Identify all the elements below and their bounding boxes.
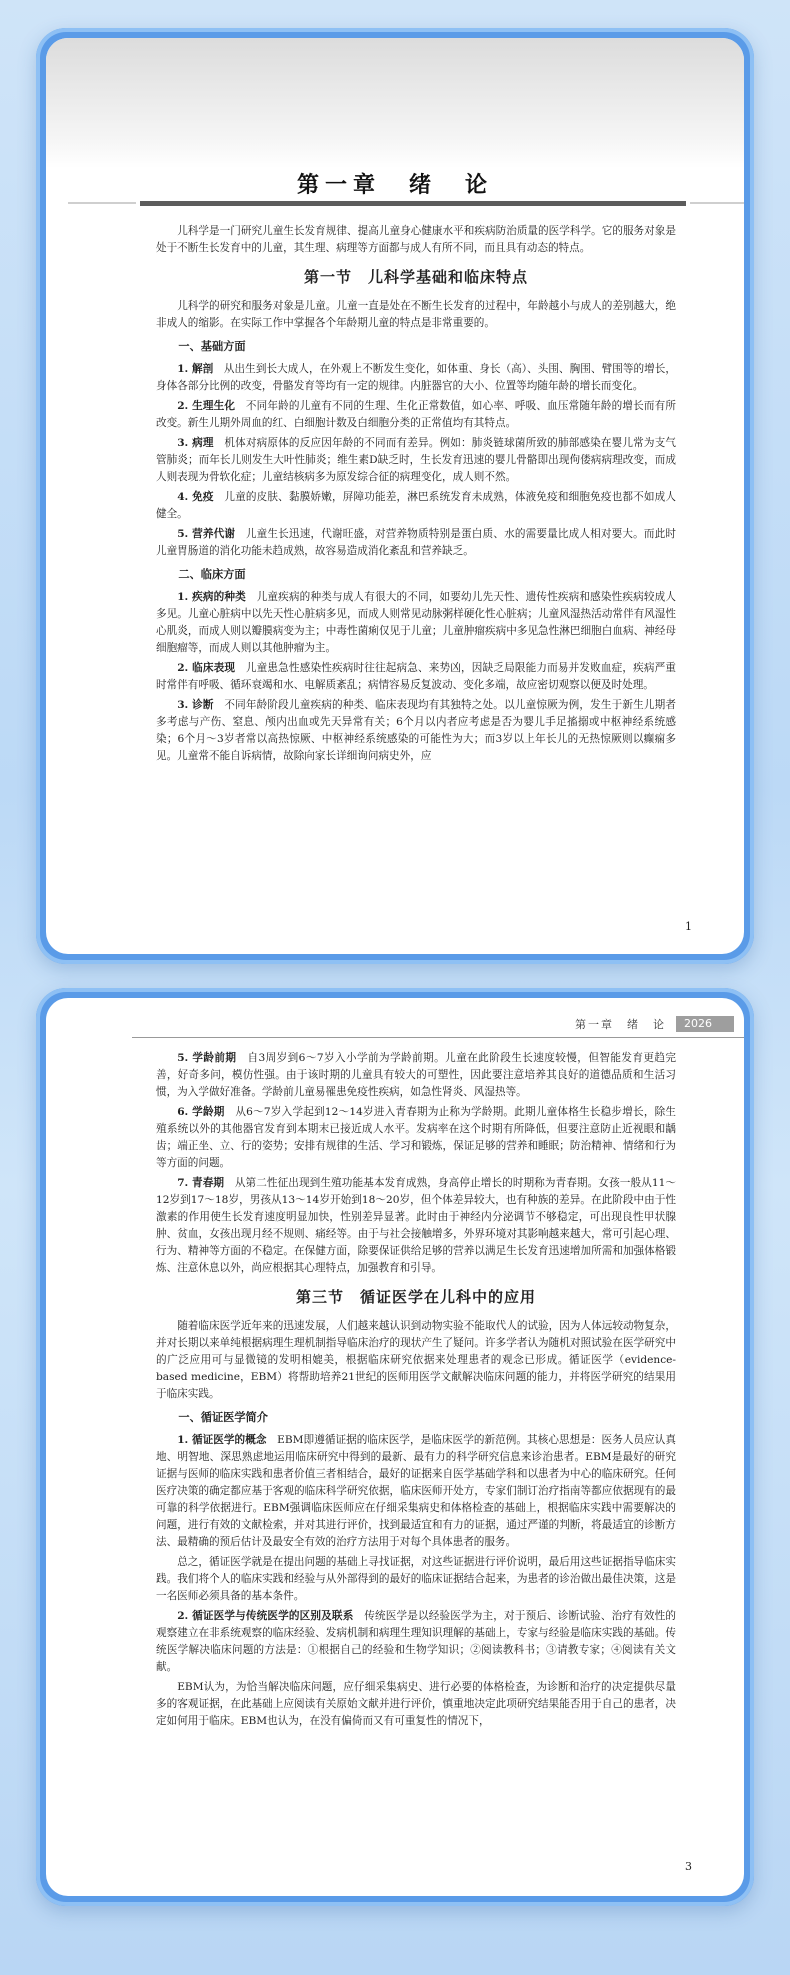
term-label: 1. 循证医学的概念 [177,1434,267,1446]
paragraph-ebm-approach [156,1679,676,1730]
term-text: 机体对病原体的反应因年龄的不同而有差异。例如：肺炎链球菌所致的肺部感染在婴儿常为支气管肺炎；而年长儿则发生大叶性肺炎；维生素D缺乏时，生长发育迅速的婴儿骨骼即出现佝偻病病理改变，而成人则表现为骨软化症；儿童结核病多为原发综合征的病理变化，成人则不然。 [156,437,677,483]
term-label: 7. 青春期 [177,1177,225,1189]
term-label: 2. 循证医学与传统医学的区别及联系 [177,1610,354,1622]
term-text: 从出生到长大成人，在外观上不断发生变化，如体重、身长（高）、头围、胸围、臂围等的增长，身体各部分比例的改变，骨骼发育等均有一定的规律。内脏器官的大小、位置等均随年龄的增长而变化。 [156,363,677,392]
running-head-title: 第一章 绪 论 [575,1018,666,1031]
term-label: 3. 病理 [177,437,214,449]
paragraph-clinical-signs [156,660,676,694]
term-text: 儿童生长迅速，代谢旺盛，对营养物质特别是蛋白质、水的需要量比成人相对要大。而此时儿童胃肠道的消化功能未趋成熟，故容易造成消化紊乱和营养缺乏。 [156,528,677,557]
term-text: 自3周岁到6～7岁入小学前为学龄前期。儿童在此阶段生长速度较慢，但智能发育更趋完善，好奇多问，模仿性强。由于该时期的儿童具有较大的可塑性，因此要注意培养其良好的道德品质和生活习惯，为入学做好准备。学龄前儿童易罹患免疫性疾病，如急性肾炎、风湿热等。 [156,1052,677,1098]
chapter-intro: 儿科学是一门研究儿童生长发育规律、提高儿童身心健康水平和疾病防治质量的医学科学。它的服务对象是处于不断生长发育中的儿童，其生理、病理等方面都与成人有所不同，而且具有动态的特点。 [156,225,676,254]
running-head-rule [132,1037,744,1038]
term-text: 不同年龄的儿童有不同的生理、生化正常数值，如心率、呼吸、血压常随年龄的增长而有所改变。新生儿期外周血的红、白细胞计数及白细胞分类的正常值均有其特点。 [156,400,677,429]
subsection-ebm-title: 一、循证医学简介 [178,1410,268,1424]
header-rule-right [690,202,744,204]
header-rule-left [68,202,136,204]
term-text: 总之，循证医学就是在提出问题的基础上寻找证据，对这些证据进行评价说明，最后用这些证据指导临床实践。我们将个人的临床实践和经验与从外部得到的最好的临床证据结合起来，为患者的诊治做出最佳决策，这是一名医师必须具备的基本条件。 [156,1556,676,1602]
term-label: 1. 解剖 [177,363,214,375]
section-1-title: 第一节 儿科学基础和临床特点 [303,268,528,286]
page-number: 3 [685,1860,692,1873]
paragraph-adolescence [156,1175,676,1277]
term-label: 4. 免疫 [177,491,214,503]
page-card-2 [36,988,754,1906]
term-label: 1. 疾病的种类 [177,591,246,603]
paragraph-ebm-concept [156,1432,676,1551]
paragraph-school-age [156,1104,676,1172]
page-1-body [156,223,676,765]
term-text: 儿童患急性感染性疾病时往往起病急、来势凶，因缺乏局限能力而易并发败血症，疾病严重时常伴有呼吸、循环衰竭和水、电解质紊乱；病情容易反复波动、变化多端，故应密切观察以便及时处理。 [156,662,677,691]
paragraph-physiology [156,398,676,432]
page-card-1 [36,28,754,964]
term-text: 不同年龄阶段儿童疾病的种类、临床表现均有其独特之处。以儿童惊厥为例，发生于新生儿期者多考虑与产伤、窒息、颅内出血或先天异常有关；6个月以内者应考虑是否为婴儿手足搐搦或中枢神经系统感染；6个月～3岁者常以高热惊厥、中枢神经系统感染的可能性为大；而3岁以上年长儿的无热惊厥则以癫痫多见。儿童常不能自诉病情，故除向家长详细询问病史外，应 [156,699,677,762]
paragraph-immunity [156,489,676,523]
page-sheet-2 [46,998,744,1896]
subsection-basic-title: 一、基础方面 [178,339,246,353]
paragraph-diagnosis [156,697,676,765]
term-label: 3. 诊断 [177,699,214,711]
running-head-badge: 2026 [676,1016,734,1032]
term-text: 从第二性征出现到生殖功能基本发育成熟，身高停止增长的时期称为青春期。女孩一般从11～12岁到17～18岁，男孩从13～14岁开始到18～20岁，但个体差异较大，也有种族的差异。在此阶段中由于性激素的作用使生长发育速度明显加快，性别差异显著。此时由于神经内分泌调节不够稳定，可出现良性甲状腺肿、贫血，女孩出现月经不规则、痛经等。由于与社会接触增多，外界环境对其影响越来越大，常可引起心理、行为、精神等方面的不稳定。在保健方面，除要保证供给足够的营养以满足生长发育迅速增加所需和加强体格锻炼、注意休息以外，尚应根据其心理特点，加强教育和引导。 [156,1177,677,1274]
chapter-header-band [46,38,744,168]
term-text: 从6～7岁入学起到12～14岁进入青春期为止称为学龄期。此期儿童体格生长稳步增长，除生殖系统以外的其他器官发育到本期末已接近成人水平。发病率在这个时期有所降低，但要注意防止近视眼和龋齿；端正坐、立、行的姿势；安排有规律的生活、学习和锻炼，保证足够的营养和睡眠；防治精神、情绪和行为等方面的问题。 [156,1106,677,1169]
paragraph-nutrition [156,526,676,560]
paragraph-ebm-summary [156,1554,676,1605]
paragraph-disease-types [156,589,676,657]
section-3-title: 第三节 循证医学在儿科中的应用 [295,1288,536,1306]
term-label: 6. 学龄期 [177,1106,225,1118]
term-label: 5. 营养代谢 [177,528,236,540]
page-number: 1 [685,920,692,933]
term-text: 传统医学是以经验医学为主，对于预后、诊断试验、治疗有效性的观察建立在非系统观察的临床经验、发病机制和病理生理知识理解的基础上，专家与经验是临床实践的基础。传统医学解决临床问题的方法是：①根据自己的经验和生物学知识；②阅读教科书；③请教专家；④阅读有关文献。 [156,1610,677,1673]
subsection-clinical-title: 二、临床方面 [178,567,246,581]
section-1-intro: 儿科学的研究和服务对象是儿童。儿童一直是处在不断生长发育的过程中，年龄越小与成人的差别越大，绝非成人的缩影。在实际工作中掌握各个年龄期儿童的特点是非常重要的。 [156,300,676,329]
term-label: 2. 生理生化 [177,400,236,412]
header-rule [140,201,686,206]
section-3-intro: 随着临床医学近年来的迅速发展，人们越来越认识到动物实验不能取代人的试验，因为人体远较动物复杂，并对长期以来单纯根据病理生理机制指导临床治疗的现状产生了疑问。许多学者认为随机对照试验在医学研究中的广泛应用可与显微镜的发明相媲美，根据临床研究依据来处理患者的观念已形成。循证医学（evidence-based medicine，EBM）将帮助培养21世纪的医师用医学文献解决临床问题的能力，并将医学研究的结果用于临床实践。 [156,1320,676,1400]
running-head [575,1016,734,1032]
paragraph-pathology [156,435,676,486]
term-text: EBM即遵循证据的临床医学，是临床医学的新范例。其核心思想是：医务人员应认真地、明智地、深思熟虑地运用临床研究中得到的最新、最有力的科学研究信息来诊治患者。EBM是最好的研究证据与医师的临床实践和患者价值三者相结合，最好的证据来自医学基础学科和以患者为中心的临床研究。任何医疗决策的确定都应基于客观的临床科学研究依据，临床医师开处方，专家们制订治疗指南等都应依据现有的最可靠的科学依据进行。EBM强调临床医师应在仔细采集病史和体格检查的基础上，根据临床实践中需要解决的问题，进行有效的文献检索，并对其进行评价，找到最适宜和有力的证据，通过严谨的判断，将最适宜的诊断方法、最精确的预后估计及最安全有效的治疗方法用于对每个具体患者的服务。 [156,1434,676,1548]
paragraph-preschool [156,1050,676,1101]
paragraph-ebm-vs-traditional [156,1608,676,1676]
paragraph-anatomy [156,361,676,395]
term-text: 儿童疾病的种类与成人有很大的不同，如要幼儿先天性、遗传性疾病和感染性疾病较成人多见。儿童心脏病中以先天性心脏病多见，而成人则常见动脉粥样硬化性心脏病；儿童风湿热活动常伴有风湿性心肌炎，而成人则以瓣膜病变为主；中毒性菌痢仅见于儿童；儿童肿瘤疾病中多见急性淋巴细胞白血病、神经母细胞瘤等，而成人则以其他肿瘤为主。 [156,591,677,654]
term-label: 5. 学龄前期 [177,1052,237,1064]
page-2-body [156,1050,676,1730]
term-text: EBM认为，为恰当解决临床问题，应仔细采集病史、进行必要的体格检查，为诊断和治疗的决定提供尽量多的客观证据，在此基础上应阅读有关原始文献并进行评价，慎重地决定此项研究结果能否用于自己的患者，决定如何用于临床。EBM也认为，在没有偏倚而又有可重复性的情况下， [156,1681,676,1727]
chapter-title: 第一章 绪 论 [296,172,493,198]
page-sheet-1 [46,38,744,954]
term-text: 儿童的皮肤、黏膜娇嫩，屏障功能差，淋巴系统发育未成熟，体液免疫和细胞免疫也都不如成人健全。 [156,491,677,520]
term-label: 2. 临床表现 [177,662,236,674]
